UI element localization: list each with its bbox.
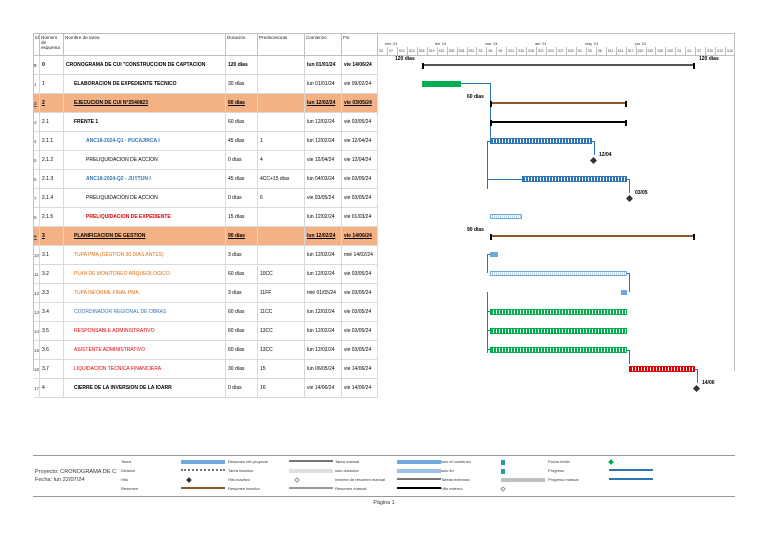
row-start[interactable]: lun 12/02/24 — [305, 208, 342, 227]
row-finish[interactable]: vie 03/05/24 — [342, 170, 378, 189]
row-start[interactable]: lun 06/05/24 — [305, 360, 342, 379]
row-wbs[interactable]: 3.5 — [40, 322, 64, 341]
row-finish[interactable]: vie 03/05/24 — [342, 94, 378, 113]
row-duration[interactable]: 0 días — [226, 189, 258, 208]
row-finish[interactable]: vie 09/02/24 — [342, 75, 378, 94]
task-bar[interactable] — [490, 347, 627, 353]
legend-swatch — [186, 477, 192, 483]
timescale-week: S16 — [417, 47, 427, 55]
legend-item-label: Progreso — [548, 468, 565, 473]
column-header-predecessors[interactable]: Predecesoras — [258, 34, 305, 56]
row-predecessors[interactable]: 4 — [258, 151, 305, 170]
row-start[interactable]: lun 12/02/24 — [305, 227, 342, 246]
table-row[interactable] — [34, 189, 378, 208]
summary-bar-cap-end — [625, 120, 627, 126]
row-start[interactable]: vie 14/06/24 — [305, 379, 342, 398]
legend-swatch — [181, 487, 225, 489]
row-id[interactable]: 8 — [34, 208, 40, 227]
row-start[interactable]: lun 12/02/24 — [305, 113, 342, 132]
row-wbs[interactable]: 3.4 — [40, 303, 64, 322]
summary-bar-cap-start — [490, 101, 492, 107]
row-wbs[interactable]: 3.1 — [40, 246, 64, 265]
timescale-week: V7 — [387, 47, 397, 55]
row-id[interactable]: 7 — [34, 189, 40, 208]
legend-swatch — [181, 469, 225, 471]
timescale-month: may '24 — [585, 42, 599, 46]
row-predecessors[interactable] — [258, 208, 305, 227]
timescale-week: S14 — [616, 47, 626, 55]
legend-item-label: solo fin — [441, 468, 454, 473]
timescale-week: S10 — [705, 47, 715, 55]
timescale-week: S21 — [536, 47, 546, 55]
row-duration[interactable]: 0 días — [226, 379, 258, 398]
row-id[interactable]: 2 — [34, 94, 40, 113]
milestone-date-label: 12/04 — [599, 152, 612, 158]
table-row[interactable] — [34, 227, 378, 246]
table-row[interactable] — [34, 341, 378, 360]
row-start[interactable]: vie 03/05/24 — [305, 189, 342, 208]
summary-bar[interactable] — [422, 64, 695, 66]
timescale-week: S15 — [516, 47, 526, 55]
timescale-week: S20 — [636, 47, 646, 55]
project-duration-end-label: 120 días — [699, 56, 719, 62]
legend-swatch — [501, 478, 545, 482]
legend-swatch — [181, 460, 225, 464]
timescale-week: S11 — [606, 47, 616, 55]
row-start[interactable]: lun 12/02/24 — [305, 341, 342, 360]
row-id[interactable]: 10 — [34, 246, 40, 265]
row-duration[interactable]: 30 días — [226, 75, 258, 94]
timescale-week: S31 — [467, 47, 477, 55]
row-finish[interactable]: vie 14/06/24 — [342, 379, 378, 398]
milestone-marker[interactable] — [590, 157, 597, 164]
row-task-name[interactable]: ANC18-2024-Q2 - JUYTUN I — [64, 170, 226, 189]
task-table — [33, 33, 377, 391]
row-id[interactable]: 13 — [34, 303, 40, 322]
column-header-wbs[interactable]: Número de esquema — [40, 34, 64, 56]
milestone-marker[interactable] — [626, 195, 633, 202]
row-finish[interactable]: vie 03/05/24 — [342, 341, 378, 360]
timescale-week: S4 — [685, 47, 695, 55]
project-duration-label: 120 días — [395, 56, 415, 62]
legend-item-label: Hito — [121, 477, 129, 482]
row-task-name[interactable]: RESPONSABLE ADMINISTRATIVO — [64, 322, 226, 341]
legend-item-label: Tarea manual — [335, 459, 360, 464]
row-id[interactable]: 4 — [34, 132, 40, 151]
timescale-week: S23 — [646, 47, 656, 55]
row-duration[interactable]: 45 días — [226, 132, 258, 151]
row-predecessors[interactable]: 15 — [258, 360, 305, 379]
row-task-name[interactable]: ASISTENTE ADMINISTRATIVO — [64, 341, 226, 360]
legend-project-date: Fecha: lun 22/07/24 — [35, 477, 85, 483]
table-row[interactable] — [34, 246, 378, 265]
row-duration[interactable]: 30 días — [226, 360, 258, 379]
legend-swatch — [609, 478, 653, 480]
row-finish[interactable]: vie 03/05/24 — [342, 322, 378, 341]
timescale-week: S26 — [655, 47, 665, 55]
row-predecessors[interactable]: 6 — [258, 189, 305, 208]
summary-bar[interactable] — [490, 102, 627, 104]
timescale-week: S29 — [665, 47, 675, 55]
task-bar[interactable] — [490, 138, 592, 144]
task-bar-manual[interactable] — [490, 214, 522, 219]
timescale-week: S16 — [725, 47, 735, 55]
milestone-date-label: 03/05 — [635, 190, 648, 196]
timescale-week: S13 — [715, 47, 725, 55]
row-start[interactable]: lun 12/02/24 — [305, 265, 342, 284]
task-bar[interactable] — [522, 176, 627, 182]
row-wbs[interactable]: 3.6 — [40, 341, 64, 360]
row-finish[interactable]: mié 14/02/24 — [342, 246, 378, 265]
row-start[interactable]: lun 01/01/24 — [305, 75, 342, 94]
row-id[interactable]: 6 — [34, 170, 40, 189]
row-wbs[interactable]: 2.1.3 — [40, 170, 64, 189]
legend-swatch — [289, 460, 333, 462]
timescale-week: S3 — [476, 47, 486, 55]
summary-bar[interactable] — [490, 235, 695, 237]
timescale-week: S18 — [526, 47, 536, 55]
legend-swatch — [500, 486, 506, 492]
row-finish[interactable]: vie 14/06/24 — [342, 227, 378, 246]
row-duration[interactable]: 60 días — [226, 94, 258, 113]
legend-item-label: Resumen inactivo — [228, 486, 260, 491]
row-task-name[interactable]: EJECUCION DE CUI N°2540823 — [64, 94, 226, 113]
row-predecessors[interactable]: 11FF — [258, 284, 305, 303]
legend-swatch — [397, 478, 441, 480]
summary-bar[interactable] — [490, 121, 627, 123]
row-start[interactable]: lun 12/02/24 — [305, 132, 342, 151]
dependency-connector — [488, 141, 490, 142]
row-task-name[interactable]: CIERRE DE LA INVERSION DE LA IOARR — [64, 379, 226, 398]
row-predecessors[interactable]: 11CC — [258, 303, 305, 322]
row-task-name[interactable]: TUPA INFORME FINAL PMA — [64, 284, 226, 303]
row-task-name[interactable]: PRELIQUIDACION DE ACCION — [64, 151, 226, 170]
summary-duration-label: 60 días — [467, 94, 484, 100]
legend-project-name: Proyecto: CRONOGRAMA DE C — [35, 469, 117, 475]
dependency-connector — [487, 292, 488, 353]
row-wbs[interactable]: 0 — [40, 56, 64, 75]
task-bar[interactable] — [490, 328, 627, 334]
row-wbs[interactable]: 1 — [40, 75, 64, 94]
legend-item-label: Informe de resumen manual — [335, 477, 386, 482]
row-task-name[interactable]: COORDINADOR REGIONAL DE OBRAS — [64, 303, 226, 322]
row-duration[interactable]: 60 días — [226, 322, 258, 341]
timescale-week: S19 — [427, 47, 437, 55]
timescale-week: S25 — [447, 47, 457, 55]
timescale-week: S24 — [546, 47, 556, 55]
timescale-month: mar '24 — [485, 42, 498, 46]
row-predecessors[interactable] — [258, 246, 305, 265]
row-wbs[interactable]: 4 — [40, 379, 64, 398]
table-row[interactable] — [34, 265, 378, 284]
table-row[interactable] — [34, 94, 378, 113]
timescale — [377, 34, 735, 56]
timescale-week: S27 — [556, 47, 566, 55]
summary-bar-cap-end — [693, 234, 695, 240]
row-predecessors[interactable]: 10CC — [258, 265, 305, 284]
column-header-finish[interactable]: Fin — [342, 34, 378, 56]
row-predecessors[interactable]: 4CC+15 días — [258, 170, 305, 189]
row-task-name[interactable]: PLAN DE MONITOREO ARQUEOLOGICO — [64, 265, 226, 284]
legend-project-info — [35, 468, 116, 484]
row-wbs[interactable]: 2.1.1 — [40, 132, 64, 151]
legend-swatch — [289, 487, 333, 489]
table-row[interactable] — [34, 303, 378, 322]
dependency-connector — [697, 369, 698, 383]
task-bar[interactable] — [621, 290, 627, 295]
dependency-connector — [487, 254, 488, 273]
dependency-connector — [488, 254, 490, 255]
summary-bar-cap-end — [625, 101, 627, 107]
row-id[interactable]: 14 — [34, 322, 40, 341]
row-predecessors[interactable] — [258, 94, 305, 113]
task-bar[interactable] — [490, 252, 498, 257]
row-duration[interactable]: 15 días — [226, 208, 258, 227]
row-task-name[interactable]: ELABORACION DE EXPEDIENTE TECNICO — [64, 75, 226, 94]
milestone-marker[interactable] — [693, 385, 700, 392]
table-row[interactable] — [34, 170, 378, 189]
page-number: Página 1 — [373, 500, 395, 506]
dependency-connector — [487, 141, 488, 189]
row-wbs[interactable]: 3.3 — [40, 284, 64, 303]
row-task-name[interactable]: PRELIQUIDACION DE ACCION — [64, 189, 226, 208]
row-duration[interactable]: 60 días — [226, 303, 258, 322]
legend-item-label: solo duración — [335, 468, 359, 473]
row-predecessors[interactable] — [258, 113, 305, 132]
table-row[interactable] — [34, 379, 378, 398]
legend-item-label: Fecha límite — [548, 459, 570, 464]
legend-item-label: Hito externo — [441, 486, 463, 491]
row-task-name[interactable]: PLANIFICACION DE GESTION — [64, 227, 226, 246]
dependency-connector — [629, 350, 630, 364]
legend-item-label: Resumen del proyecto — [228, 459, 269, 464]
table-row[interactable] — [34, 75, 378, 94]
row-duration[interactable]: 120 días — [226, 56, 258, 75]
summary-bar-cap-start — [490, 120, 492, 126]
summary-bar-cap-end — [693, 63, 695, 69]
row-predecessors[interactable] — [258, 56, 305, 75]
timescale-week: S7 — [695, 47, 705, 55]
row-finish[interactable]: vie 03/05/24 — [342, 265, 378, 284]
row-wbs[interactable]: 3 — [40, 227, 64, 246]
row-finish[interactable]: vie 01/03/24 — [342, 208, 378, 227]
table-row[interactable] — [34, 151, 378, 170]
dependency-connector — [629, 273, 630, 292]
legend-swatch — [501, 460, 505, 465]
row-finish[interactable]: vie 03/05/24 — [342, 303, 378, 322]
row-duration[interactable]: 60 días — [226, 265, 258, 284]
row-predecessors[interactable]: 1 — [258, 132, 305, 151]
row-id[interactable]: 16 — [34, 360, 40, 379]
row-start[interactable]: lun 12/02/24 — [305, 303, 342, 322]
row-wbs[interactable]: 3.7 — [40, 360, 64, 379]
legend-swatch — [609, 469, 653, 471]
legend-item-label: Tarea — [121, 459, 132, 464]
timescale-week: S6 — [486, 47, 496, 55]
gantt-chart — [377, 33, 735, 386]
legend-swatch — [501, 469, 505, 474]
table-row[interactable] — [34, 360, 378, 379]
row-task-name[interactable]: ANC18-2024-Q1 - PUCAJIRCA I — [64, 132, 226, 151]
row-start[interactable]: mié 01/05/24 — [305, 284, 342, 303]
legend-item-label: Hito inactivo — [228, 477, 250, 482]
legend-swatch — [397, 460, 441, 464]
row-wbs[interactable]: 2.1.2 — [40, 151, 64, 170]
row-task-name[interactable]: LIQUIDACION TECNICA FINANCIERA — [64, 360, 226, 379]
row-finish[interactable]: vie 03/05/24 — [342, 113, 378, 132]
row-predecessors[interactable]: 13CC — [258, 341, 305, 360]
task-bar[interactable] — [422, 81, 461, 87]
row-wbs[interactable]: 3.2 — [40, 265, 64, 284]
task-bar[interactable] — [629, 366, 695, 372]
row-id[interactable]: 5 — [34, 151, 40, 170]
row-task-name[interactable]: FRENTE 1 — [64, 113, 226, 132]
timescale-week: S2 — [576, 47, 586, 55]
timescale-week: S4 — [377, 47, 387, 55]
dependency-connector — [487, 179, 522, 180]
table-row[interactable] — [34, 208, 378, 227]
timescale-week: S10 — [397, 47, 407, 55]
row-finish[interactable]: vie 03/05/24 — [342, 284, 378, 303]
row-id[interactable]: 11 — [34, 265, 40, 284]
legend-item-label: Tareas externas — [441, 477, 470, 482]
legend-item-label: solo el comienzo — [441, 459, 471, 464]
table-row[interactable] — [34, 132, 378, 151]
timescale-month: abr '24 — [535, 42, 547, 46]
summary-duration-label: 90 días — [467, 227, 484, 233]
timescale-week: S12 — [506, 47, 516, 55]
row-duration[interactable]: 3 días — [226, 246, 258, 265]
legend-item-label: División — [121, 468, 136, 473]
timescale-week: S28 — [457, 47, 467, 55]
timescale-month: ene '24 — [385, 42, 398, 46]
row-finish[interactable]: vie 03/05/24 — [342, 189, 378, 208]
timescale-month: feb '24 — [435, 42, 447, 46]
row-predecessors[interactable]: 13CC — [258, 322, 305, 341]
row-id[interactable]: 17 — [34, 379, 40, 398]
timescale-week: S22 — [437, 47, 447, 55]
timescale-week: S1 — [675, 47, 685, 55]
row-id[interactable]: 3 — [34, 113, 40, 132]
row-start[interactable]: lun 04/03/24 — [305, 170, 342, 189]
row-wbs[interactable]: 2.1.5 — [40, 208, 64, 227]
legend-swatch — [294, 477, 300, 483]
row-duration[interactable]: 3 días — [226, 284, 258, 303]
table-row[interactable] — [34, 322, 378, 341]
row-id[interactable]: 15 — [34, 341, 40, 360]
timescale-week: S8 — [596, 47, 606, 55]
timescale-week: S13 — [407, 47, 417, 55]
legend-swatch — [289, 469, 333, 473]
row-wbs[interactable]: 2.1 — [40, 113, 64, 132]
table-row[interactable] — [34, 113, 378, 132]
row-predecessors[interactable]: 16 — [258, 379, 305, 398]
dependency-connector — [461, 83, 491, 84]
row-finish[interactable]: vie 12/04/24 — [342, 132, 378, 151]
row-start[interactable]: lun 12/02/24 — [305, 322, 342, 341]
legend-swatch — [608, 459, 614, 465]
row-task-name[interactable]: TUPA PMA (GESTION 30 DIAS ANTES) — [64, 246, 226, 265]
row-task-name[interactable]: CRONOGRAMA DE CUI "CONSTRUCCION DE CAPTACION — [64, 56, 226, 75]
timescale-month: jun '24 — [635, 42, 647, 46]
task-bar[interactable] — [490, 271, 627, 276]
legend-item-label: Resumen — [121, 486, 139, 491]
row-finish[interactable]: vie 14/06/24 — [342, 56, 378, 75]
row-finish[interactable]: vie 12/04/24 — [342, 151, 378, 170]
row-wbs[interactable]: 2 — [40, 94, 64, 113]
timescale-week: S5 — [586, 47, 596, 55]
table-row[interactable] — [34, 284, 378, 303]
row-start[interactable]: lun 01/01/24 — [305, 56, 342, 75]
column-header-duration[interactable]: Duración — [226, 34, 258, 56]
row-id[interactable]: 0 — [34, 56, 40, 75]
dependency-connector — [490, 83, 491, 139]
dependency-connector — [629, 179, 630, 193]
summary-bar-cap-start — [422, 63, 424, 69]
dependency-connector — [594, 141, 595, 155]
summary-bar-cap-start — [490, 234, 492, 240]
column-header-start[interactable]: Comienzo — [305, 34, 342, 56]
legend-item-label: Resumen manual — [335, 486, 367, 491]
row-id[interactable]: 9 — [34, 227, 40, 246]
table-row[interactable] — [34, 56, 378, 75]
row-duration[interactable]: 0 días — [226, 151, 258, 170]
row-predecessors[interactable] — [258, 227, 305, 246]
row-predecessors[interactable] — [258, 75, 305, 94]
row-id[interactable]: 1 — [34, 75, 40, 94]
legend-item-label: Progreso manual — [548, 477, 579, 482]
row-id[interactable]: 12 — [34, 284, 40, 303]
timescale-week: S9 — [496, 47, 506, 55]
row-duration[interactable]: 60 días — [226, 341, 258, 360]
column-header-id[interactable]: Id — [34, 34, 40, 56]
timescale-week: S17 — [626, 47, 636, 55]
legend-item-label: Tarea inactiva — [228, 468, 253, 473]
row-start[interactable]: lun 12/02/24 — [305, 246, 342, 265]
legend — [33, 455, 735, 497]
row-duration[interactable]: 90 días — [226, 227, 258, 246]
timescale-week: S30 — [566, 47, 576, 55]
legend-swatch — [397, 487, 441, 489]
column-header-name[interactable]: Nombre de tarea — [64, 34, 226, 56]
row-start[interactable]: vie 12/04/24 — [305, 151, 342, 170]
milestone-date-label: 14/06 — [702, 380, 715, 386]
row-task-name[interactable]: PRELIQUIDACION DE EXPEDIENTE — [64, 208, 226, 227]
row-duration[interactable]: 45 días — [226, 170, 258, 189]
row-start[interactable]: lun 12/02/24 — [305, 94, 342, 113]
legend-swatch — [397, 469, 441, 473]
row-duration[interactable]: 60 días — [226, 113, 258, 132]
row-finish[interactable]: vie 14/06/24 — [342, 360, 378, 379]
row-wbs[interactable]: 2.1.4 — [40, 189, 64, 208]
task-bar[interactable] — [490, 309, 627, 315]
